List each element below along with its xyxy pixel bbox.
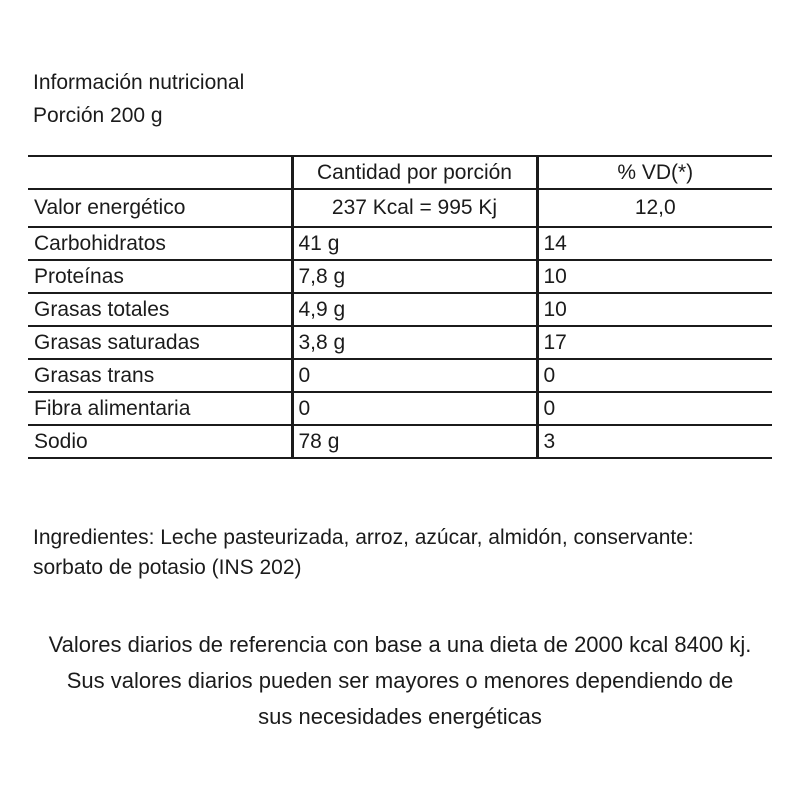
table-row	[28, 326, 772, 359]
table-row	[28, 227, 772, 260]
nutrient-amount: 0	[292, 359, 537, 392]
table-row	[28, 425, 772, 458]
col-header-amount-per-portion: Cantidad por porción	[292, 156, 537, 189]
nutrient-label: Grasas saturadas	[28, 326, 292, 359]
nutrient-label: Valor energético	[28, 189, 292, 227]
nutrient-vd-value: 14	[543, 231, 567, 255]
table-header-row	[28, 156, 772, 189]
nutrient-vd-value: 3	[543, 429, 556, 453]
nutrient-vd-value: 12,0	[634, 196, 676, 219]
nutrient-vd-value: 0	[543, 363, 556, 387]
table-row	[28, 293, 772, 326]
nutrient-amount: 41 g	[292, 227, 537, 260]
nutrient-vd-value: 10	[543, 297, 567, 321]
ingredients-text: Ingredientes: Leche pasteurizada, arroz, azúcar, almidón, conservante: sorbato de potasio (INS 202)	[33, 526, 694, 579]
nutrient-amount: 3,8 g	[292, 326, 537, 359]
table-row	[28, 359, 772, 392]
daily-values-footnote: Valores diarios de referencia con base a una dieta de 2000 kcal 8400 kj. Sus valores diarios pueden ser mayores o menores dependiendo de sus necesidades energéticas	[48, 632, 752, 729]
table-row	[28, 260, 772, 293]
table-row	[28, 392, 772, 425]
page-title: Información nutricional	[33, 71, 245, 94]
col-header-percent-vd: % VD(*)	[617, 160, 694, 184]
nutrient-label: Fibra alimentaria	[28, 392, 292, 425]
nutrient-label: Grasas totales	[28, 293, 292, 326]
label-header	[33, 66, 800, 132]
col-header-empty	[28, 156, 292, 189]
nutrient-vd-value: 0	[543, 396, 556, 420]
nutrient-label: Proteínas	[28, 260, 292, 293]
table-row	[28, 189, 772, 227]
nutrient-vd-value: 17	[543, 330, 567, 354]
nutrient-vd-value: 10	[543, 264, 567, 288]
nutrient-amount: 4,9 g	[292, 293, 537, 326]
nutrient-label: Sodio	[28, 425, 292, 458]
portion-size: Porción 200 g	[33, 104, 163, 127]
nutrient-amount: 78 g	[292, 425, 537, 458]
nutrient-amount: 0	[292, 392, 537, 425]
nutrient-label: Grasas trans	[28, 359, 292, 392]
nutrient-amount: 7,8 g	[292, 260, 537, 293]
nutrient-amount: 237 Kcal = 995 Kj	[292, 189, 537, 227]
nutrition-table	[28, 155, 772, 459]
nutrient-label: Carbohidratos	[28, 227, 292, 260]
